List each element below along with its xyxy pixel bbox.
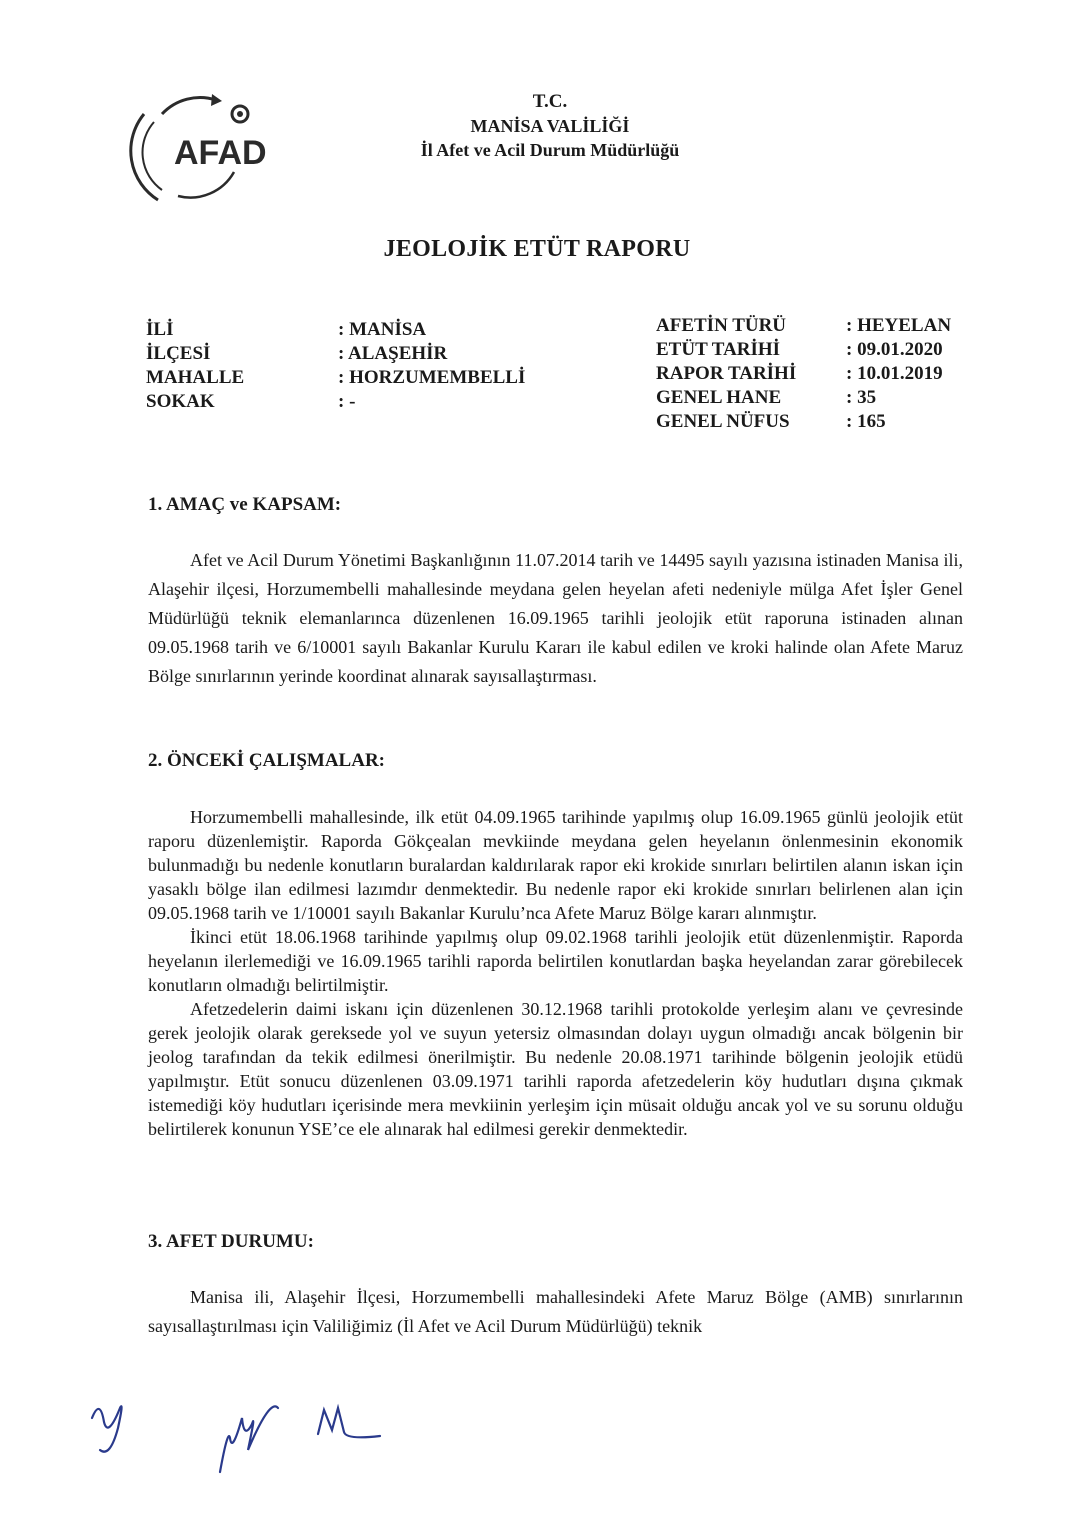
info-key: RAPOR TARİHİ (656, 363, 797, 384)
info-key: ETÜT TARİHİ (656, 339, 781, 360)
info-block-left (146, 318, 525, 414)
info-key: İLÇESİ (146, 343, 211, 364)
info-block-right (656, 314, 951, 434)
header-line-3: İl Afet ve Acil Durum Müdürlüğü (420, 140, 680, 160)
handwritten-signatures (80, 1388, 420, 1478)
header-line-2: MANİSA VALİLİĞİ (470, 116, 630, 136)
afad-logo-text: AFAD (174, 134, 267, 172)
info-row (146, 318, 525, 342)
document-title: JEOLOJİK ETÜT RAPORU (383, 236, 691, 262)
header-line-1: T.C. (532, 91, 568, 112)
info-value: : HORZUMEMBELLİ (338, 367, 526, 388)
info-value: : 09.01.2020 (846, 339, 943, 360)
signature-3 (318, 1408, 380, 1437)
info-value: : ALAŞEHİR (338, 343, 448, 364)
section-heading-disaster-status: 3. AFET DURUMU: (148, 1231, 314, 1252)
paragraph: İkinci etüt 18.06.1968 tarihinde yapılmış olup 09.02.1968 tarihli jeolojik etüt düzenlenmiştir. Raporda heyelanın ilerlemediği ve 16.09.1965 tarihli raporda belirtilen konutlardan başka heyelandan zarar görebilecek konutların olmadığı belirtilmiştir. (148, 927, 963, 995)
section-body-purpose (148, 546, 963, 691)
paragraph: Horzumembelli mahallesinde, ilk etüt 04.09.1965 tarihinde yapılmış olup 16.09.1965 günlü jeolojik etüt raporu düzenlemiştir. Raporda Gökçealan mevkiinde meydana gelen heyelanın önlenmesinin ekonomik bulunmadığı bu nedenle konutların buralardan kaldırılarak rapor eki krokide sınırları belirtilen alanın iskan için yasaklı bölge ilan edilmesi lazımdır denmektedir. Bu nedenle rapor eki krokide sınırları belirlenen alan için 09.05.1968 tarih ve 1/10001 sayılı Bakanlar Kurulu’nca Afete Maruz Bölge kararı alınmıştır. (148, 807, 963, 923)
paragraph: Manisa ili, Alaşehir İlçesi, Horzumembelli mahallesindeki Afete Maruz Bölge (AMB) sınırlarının sayısallaştırılması için Valiliğimiz (İl Afet ve Acil Durum Müdürlüğü) teknik (148, 1287, 963, 1336)
info-key: MAHALLE (146, 367, 245, 388)
section-body-disaster-status (148, 1283, 963, 1341)
info-key: GENEL NÜFUS (656, 411, 790, 432)
info-value: : 10.01.2019 (846, 363, 943, 384)
paragraph: Afet ve Acil Durum Yönetimi Başkanlığının 11.07.2014 tarih ve 14495 sayılı yazısına istinaden Manisa ili, Alaşehir ilçesi, Horzumembelli mahallesinde meydana gelen heyelan afeti nedeniyle mülga Afet İşler Genel Müdürlüğü teknik elemanlarınca düzenlenen 16.09.1965 tarihli jeolojik etüt raporuna istinaden alınan 09.05.1968 tarih ve 6/10001 sayılı Bakanlar Kurulu Kararı ile kabul edilen ve kroki halinde olan Afete Maruz Bölge sınırlarının yerinde koordinat alınarak sayısallaştırması. (148, 550, 963, 686)
info-key: GENEL HANE (656, 387, 782, 408)
info-row (146, 390, 525, 414)
afad-logo (118, 92, 278, 212)
info-value: : - (338, 391, 356, 412)
document-header (380, 90, 720, 162)
afad-logo-icon (118, 92, 278, 212)
info-value: : 165 (846, 411, 886, 432)
section-heading-previous-work: 2. ÖNCEKİ ÇALIŞMALAR: (148, 750, 385, 771)
info-row (656, 362, 951, 386)
info-row (656, 410, 951, 434)
info-row (656, 386, 951, 410)
info-key: SOKAK (146, 391, 215, 412)
info-value: : HEYELAN (846, 315, 952, 336)
info-row (656, 314, 951, 338)
info-value: : 35 (846, 387, 877, 408)
signature-2 (220, 1406, 278, 1472)
info-value: : MANİSA (338, 319, 427, 340)
info-key: İLİ (146, 319, 174, 340)
paragraph: Afetzedelerin daimi iskanı için düzenlenen 30.12.1968 tarihli protokolde yerleşim alanı ve çevresinde gerek jeolojik olarak gereksede yol ve suyun yetersiz olmasından dolayı uygun olmadığı ancak bölgenin bir jeolog tarafından da tekik edilmesi önerilmiştir. Bu nedenle 20.08.1971 tarihinde bölgenin jeolojik etüdü yapılmıştır. Etüt sonucu düzenlenen 03.09.1971 tarihli raporda afetzedelerin köy hudutları dışına çıkmak istemediği köy hudutları içerisinde mera mevkiinin yerleşim için müsait olduğu ancak yol ve su sorunu olduğu belirtilerek konunun YSE’ce ele alınarak hal edilmesi gerekir denmektedir. (148, 999, 963, 1139)
info-key: AFETİN TÜRÜ (656, 315, 787, 336)
info-row (656, 338, 951, 362)
signature-1 (92, 1406, 122, 1451)
section-body-previous-work (148, 805, 963, 1141)
section-heading-purpose: 1. AMAÇ ve KAPSAM: (148, 494, 342, 515)
info-row (146, 366, 525, 390)
info-row (146, 342, 525, 366)
